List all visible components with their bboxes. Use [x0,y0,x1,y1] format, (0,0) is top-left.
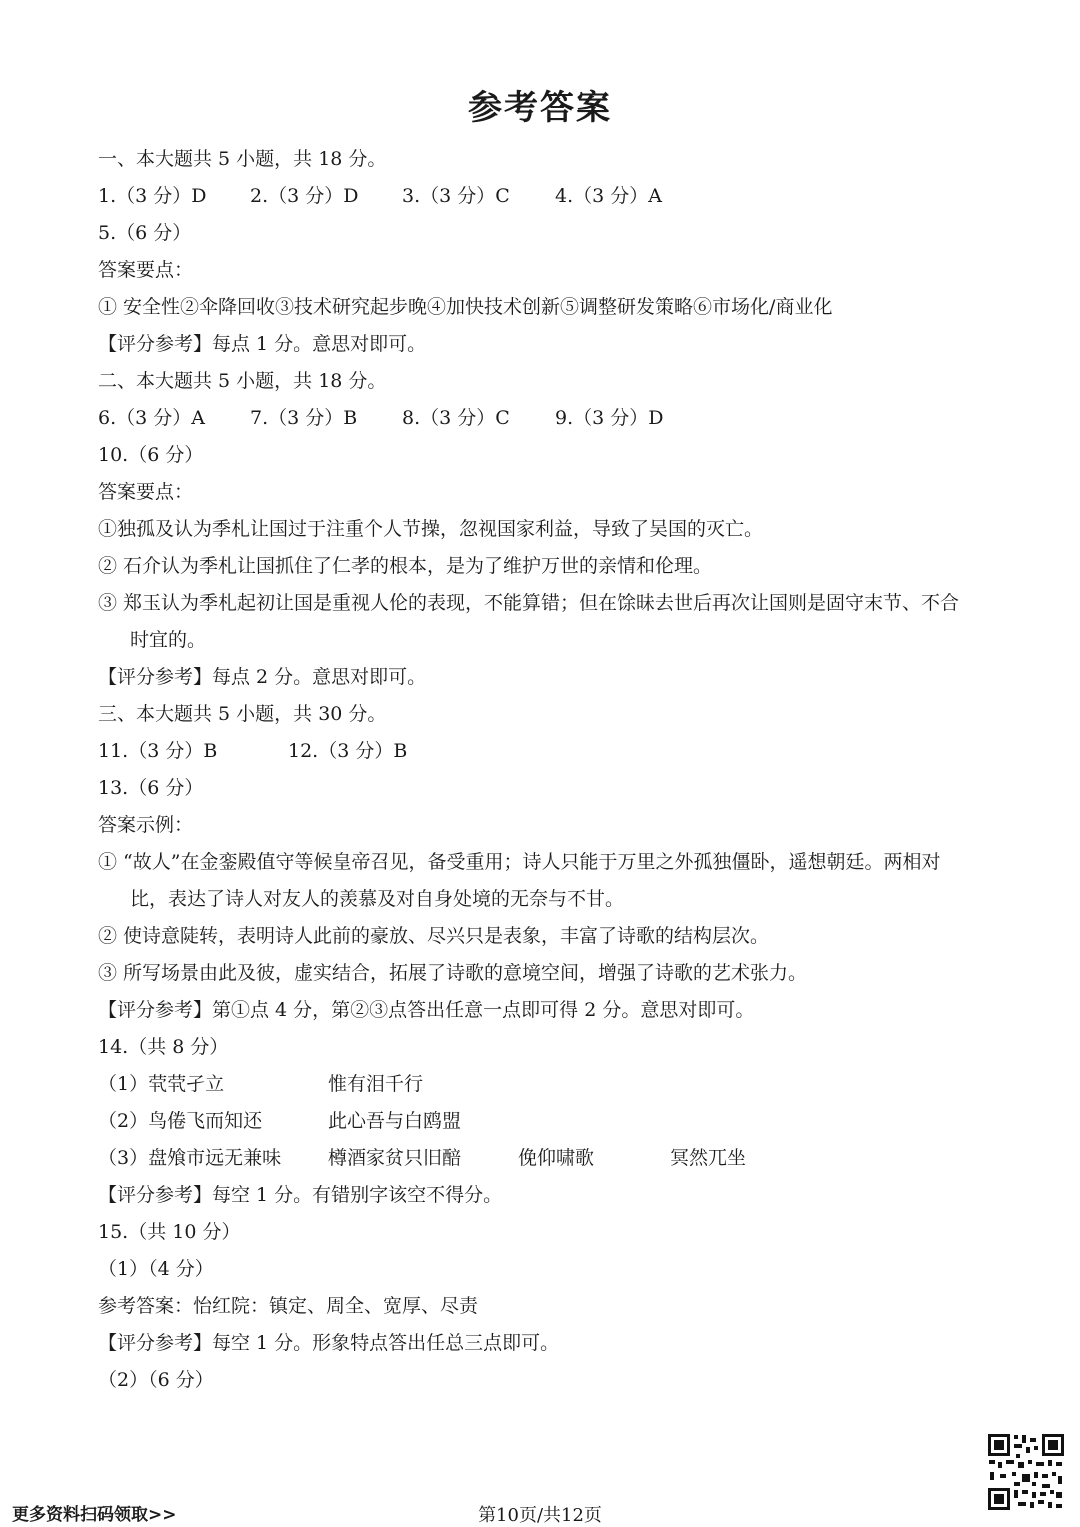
page-number: 第10页/共12页 [478,1505,602,1526]
qr-code-icon[interactable] [986,1432,1066,1512]
q15-part1-scoring: 【评分参考】每空 1 分。形象特点答出任总三点即可。 [98,1332,560,1354]
q5-answer: ① 安全性②伞降回收③技术研究起步晚④加快技术创新⑤调整研发策略⑥市场化/商业化 [98,296,833,318]
section-3-heading: 三、本大题共 5 小题，共 30 分。 [98,703,387,725]
answer-1: 1.（3 分）D [98,185,207,207]
q5-scoring: 【评分参考】每点 1 分。意思对即可。 [98,333,427,355]
q10-point-2: ② 石介认为季札让国抓住了仁孝的根本，是为了维护万世的亲情和伦理。 [98,555,713,577]
q15-part1-heading: （1）（4 分） [98,1258,214,1280]
q13-heading: 13.（6 分） [98,777,204,799]
answer-4: 4.（3 分）A [555,185,662,207]
q14-r1-c1: （1）茕茕孑立 [98,1073,225,1095]
q13-subheading: 答案示例： [98,814,194,836]
answer-11: 11.（3 分）B [98,740,218,762]
q14-r2-c2: 此心吾与白鸥盟 [328,1110,462,1132]
q13-point-2: ② 使诗意陡转，表明诗人此前的豪放、尽兴只是表象，丰富了诗歌的结构层次。 [98,925,770,947]
q14-r3-c2: 樽酒家贫只旧醅 [328,1147,462,1169]
q10-subheading: 答案要点： [98,481,194,503]
q5-subheading: 答案要点： [98,259,194,281]
q13-point-1-cont: 比，表达了诗人对友人的羡慕及对自身处境的无奈与不甘。 [130,888,625,910]
answer-6: 6.（3 分）A [98,407,205,429]
q5-heading: 5.（6 分） [98,222,192,244]
q14-r3-c1: （3）盘飧市远无兼味 [98,1147,282,1169]
page-title: 参考答案 [468,88,612,128]
section-1-heading: 一、本大题共 5 小题，共 18 分。 [98,148,387,170]
footer-promo-link[interactable]: 更多资料扫码领取>> [12,1505,177,1525]
answer-9: 9.（3 分）D [555,407,664,429]
q13-point-3: ③ 所写场景由此及彼，虚实结合，拓展了诗歌的意境空间，增强了诗歌的艺术张力。 [98,962,808,984]
answer-3: 3.（3 分）C [402,185,510,207]
q14-r2-c1: （2）鸟倦飞而知还 [98,1110,263,1132]
q10-point-1: ①独孤及认为季札让国过于注重个人节操，忽视国家利益，导致了吴国的灭亡。 [98,518,764,540]
q14-r3-c4: 冥然兀坐 [670,1147,747,1169]
section-2-heading: 二、本大题共 5 小题，共 18 分。 [98,370,387,392]
answer-12: 12.（3 分）B [288,740,408,762]
q14-r1-c2: 惟有泪千行 [328,1073,424,1095]
q14-r3-c3: 俛仰啸歌 [518,1147,595,1169]
q15-part1-answer: 参考答案：怡红院：镇定、周全、宽厚、尽责 [98,1295,479,1317]
q13-scoring: 【评分参考】第①点 4 分，第②③点答出任意一点即可得 2 分。意思对即可。 [98,999,755,1021]
q13-point-1: ① “故人”在金銮殿值守等候皇帝召见，备受重用；诗人只能于万里之外孤独僵卧，遥想朝廷。两相对 [98,851,941,873]
q10-scoring: 【评分参考】每点 2 分。意思对即可。 [98,666,427,688]
q14-scoring: 【评分参考】每空 1 分。有错别字该空不得分。 [98,1184,503,1206]
answer-7: 7.（3 分）B [250,407,358,429]
q10-point-3: ③ 郑玉认为季札起初让国是重视人伦的表现，不能算错；但在馀昧去世后再次让国则是固守末节、不合 [98,592,960,614]
q15-heading: 15.（共 10 分） [98,1221,241,1243]
q10-heading: 10.（6 分） [98,444,204,466]
q15-part2-heading: （2）（6 分） [98,1369,214,1391]
answer-8: 8.（3 分）C [402,407,510,429]
q10-point-3-cont: 时宜的。 [130,629,207,651]
q14-heading: 14.（共 8 分） [98,1036,229,1058]
answer-2: 2.（3 分）D [250,185,359,207]
